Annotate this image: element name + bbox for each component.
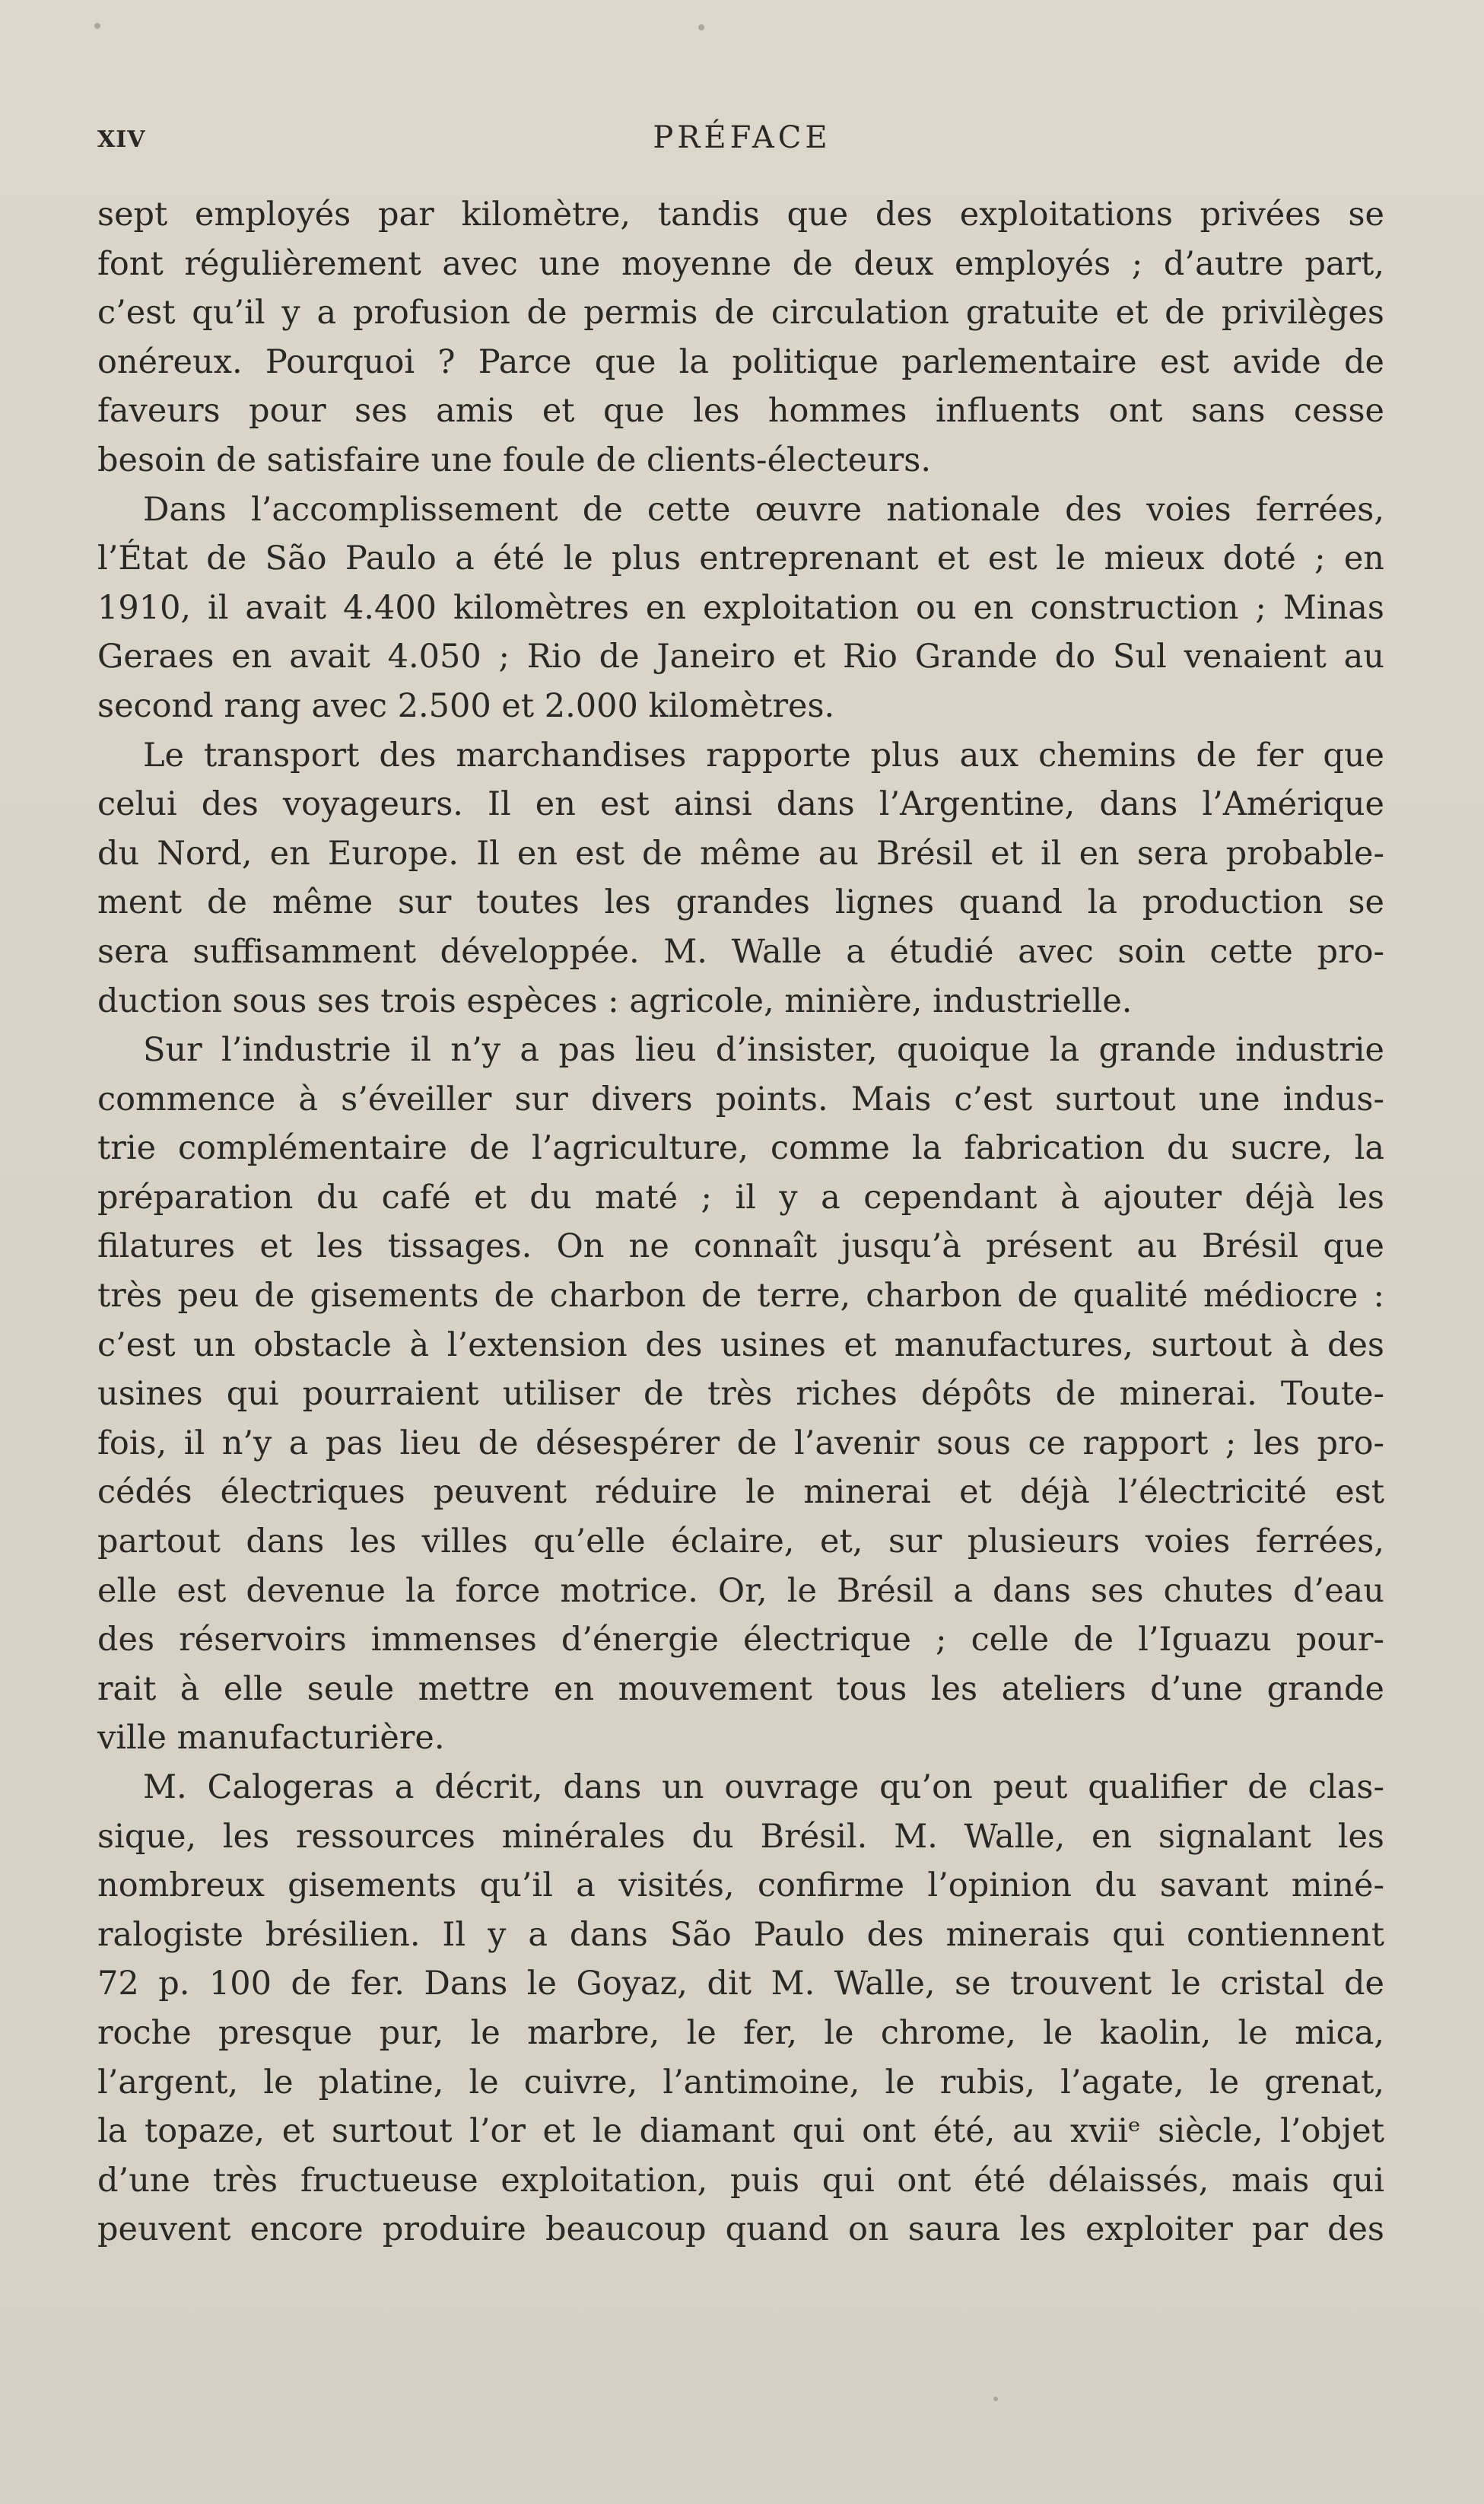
paragraph <box>97 1026 1384 1763</box>
body-text <box>97 190 1384 2254</box>
paragraph <box>97 190 1384 485</box>
text-line: partout dans les villes qu’elle éclaire, et, sur plusieurs voies ferrées, <box>97 1522 1384 1561</box>
text-line: faveurs pour ses amis et que les hommes influents ont sans cesse <box>97 392 1384 431</box>
paragraph <box>97 1763 1384 2254</box>
text-line: onéreux. Pourquoi ? Parce que la politique parlementaire est avide de <box>97 342 1384 381</box>
paper-speck <box>993 2397 998 2401</box>
text-line: Dans l’accomplissement de cette œuvre nationale des voies ferrées, <box>143 490 1384 529</box>
text-line: cédés électriques peuvent réduire le minerai et déjà l’électricité est <box>97 1473 1384 1512</box>
text-line: sique, les ressources minérales du Brésil. M. Walle, en signalant les <box>97 1817 1384 1856</box>
text-line: celui des voyageurs. Il en est ainsi dans l’Argentine, dans l’Amérique <box>97 785 1384 824</box>
text-line: 72 p. 100 de fer. Dans le Goyaz, dit M. Walle, se trouvent le cristal de <box>97 1965 1384 2003</box>
paper-speck <box>698 24 704 30</box>
text-line: filatures et les tissages. On ne connaît jusqu’à présent au Brésil que <box>97 1227 1384 1266</box>
text-line: fois, il n’y a pas lieu de désespérer de l’avenir sous ce rapport ; les pro- <box>97 1424 1384 1462</box>
paragraph <box>97 485 1384 731</box>
text-line: besoin de satisfaire une foule de clients-électeurs. <box>97 441 932 479</box>
running-title: PRÉFACE <box>653 120 831 155</box>
paragraph <box>97 731 1384 1026</box>
text-line: rait à elle seule mettre en mouvement tous les ateliers d’une grande <box>97 1669 1384 1708</box>
text-line: commence à s’éveiller sur divers points. Mais c’est surtout une indus- <box>97 1080 1384 1118</box>
text-line: la topaze, et surtout l’or et le diamant qui ont été, au xviiᵉ siècle, l’objet <box>97 2112 1384 2151</box>
page-number: XIV <box>97 126 146 153</box>
page-header <box>97 120 1387 166</box>
text-line: Sur l’industrie il n’y a pas lieu d’insister, quoique la grande industrie <box>143 1031 1384 1070</box>
text-line: sera suffisamment développée. M. Walle a étudié avec soin cette pro- <box>97 932 1384 971</box>
text-line: roche presque pur, le marbre, le fer, le chrome, le kaolin, le mica, <box>97 2013 1384 2052</box>
text-line: ralogiste brésilien. Il y a dans São Paulo des minerais qui contiennent <box>97 1915 1384 1954</box>
text-line: ville manufacturière. <box>97 1719 445 1758</box>
text-line: M. Calogeras a décrit, dans un ouvrage qu’on peut qualifier de clas- <box>143 1768 1384 1806</box>
text-line: préparation du café et du maté ; il y a cependant à ajouter déjà les <box>97 1178 1384 1217</box>
text-line: duction sous ses trois espèces : agricole, minière, industrielle. <box>97 982 1133 1020</box>
text-line: 1910, il avait 4.400 kilomètres en exploitation ou en construction ; Minas <box>97 588 1384 627</box>
text-line: elle est devenue la force motrice. Or, le Brésil a dans ses chutes d’eau <box>97 1571 1384 1610</box>
text-line: trie complémentaire de l’agriculture, comme la fabrication du sucre, la <box>97 1129 1384 1168</box>
text-line: second rang avec 2.500 et 2.000 kilomètres. <box>97 686 835 725</box>
text-line: nombreux gisements qu’il a visités, confirme l’opinion du savant miné- <box>97 1866 1384 1905</box>
text-line: l’État de São Paulo a été le plus entreprenant et est le mieux doté ; en <box>97 539 1384 578</box>
paper-speck <box>94 23 100 29</box>
text-line: peuvent encore produire beaucoup quand on saura les exploiter par des <box>97 2210 1384 2249</box>
text-line: c’est un obstacle à l’extension des usines et manufactures, surtout à des <box>97 1325 1384 1364</box>
text-line: l’argent, le platine, le cuivre, l’antimoine, le rubis, l’agate, le grenat, <box>97 2063 1384 2102</box>
text-line: d’une très fructueuse exploitation, puis qui ont été délaissés, mais qui <box>97 2161 1384 2200</box>
text-line: très peu de gisements de charbon de terre, charbon de qualité médiocre : <box>97 1277 1384 1316</box>
text-line: Geraes en avait 4.050 ; Rio de Janeiro et Rio Grande do Sul venaient au <box>97 638 1384 676</box>
text-line: c’est qu’il y a profusion de permis de circulation gratuite et de privilèges <box>97 294 1384 332</box>
text-line: des réservoirs immenses d’énergie électrique ; celle de l’Iguazu pour- <box>97 1621 1384 1659</box>
text-line: du Nord, en Europe. Il en est de même au Brésil et il en sera probable- <box>97 834 1384 873</box>
text-line: Le transport des marchandises rapporte plus aux chemins de fer que <box>143 736 1384 775</box>
text-line: ment de même sur toutes les grandes lignes quand la production se <box>97 883 1384 922</box>
text-line: usines qui pourraient utiliser de très riches dépôts de minerai. Toute- <box>97 1375 1384 1414</box>
text-line: font régulièrement avec une moyenne de deux employés ; d’autre part, <box>97 244 1384 283</box>
text-line: sept employés par kilomètre, tandis que des exploitations privées se <box>97 196 1384 234</box>
